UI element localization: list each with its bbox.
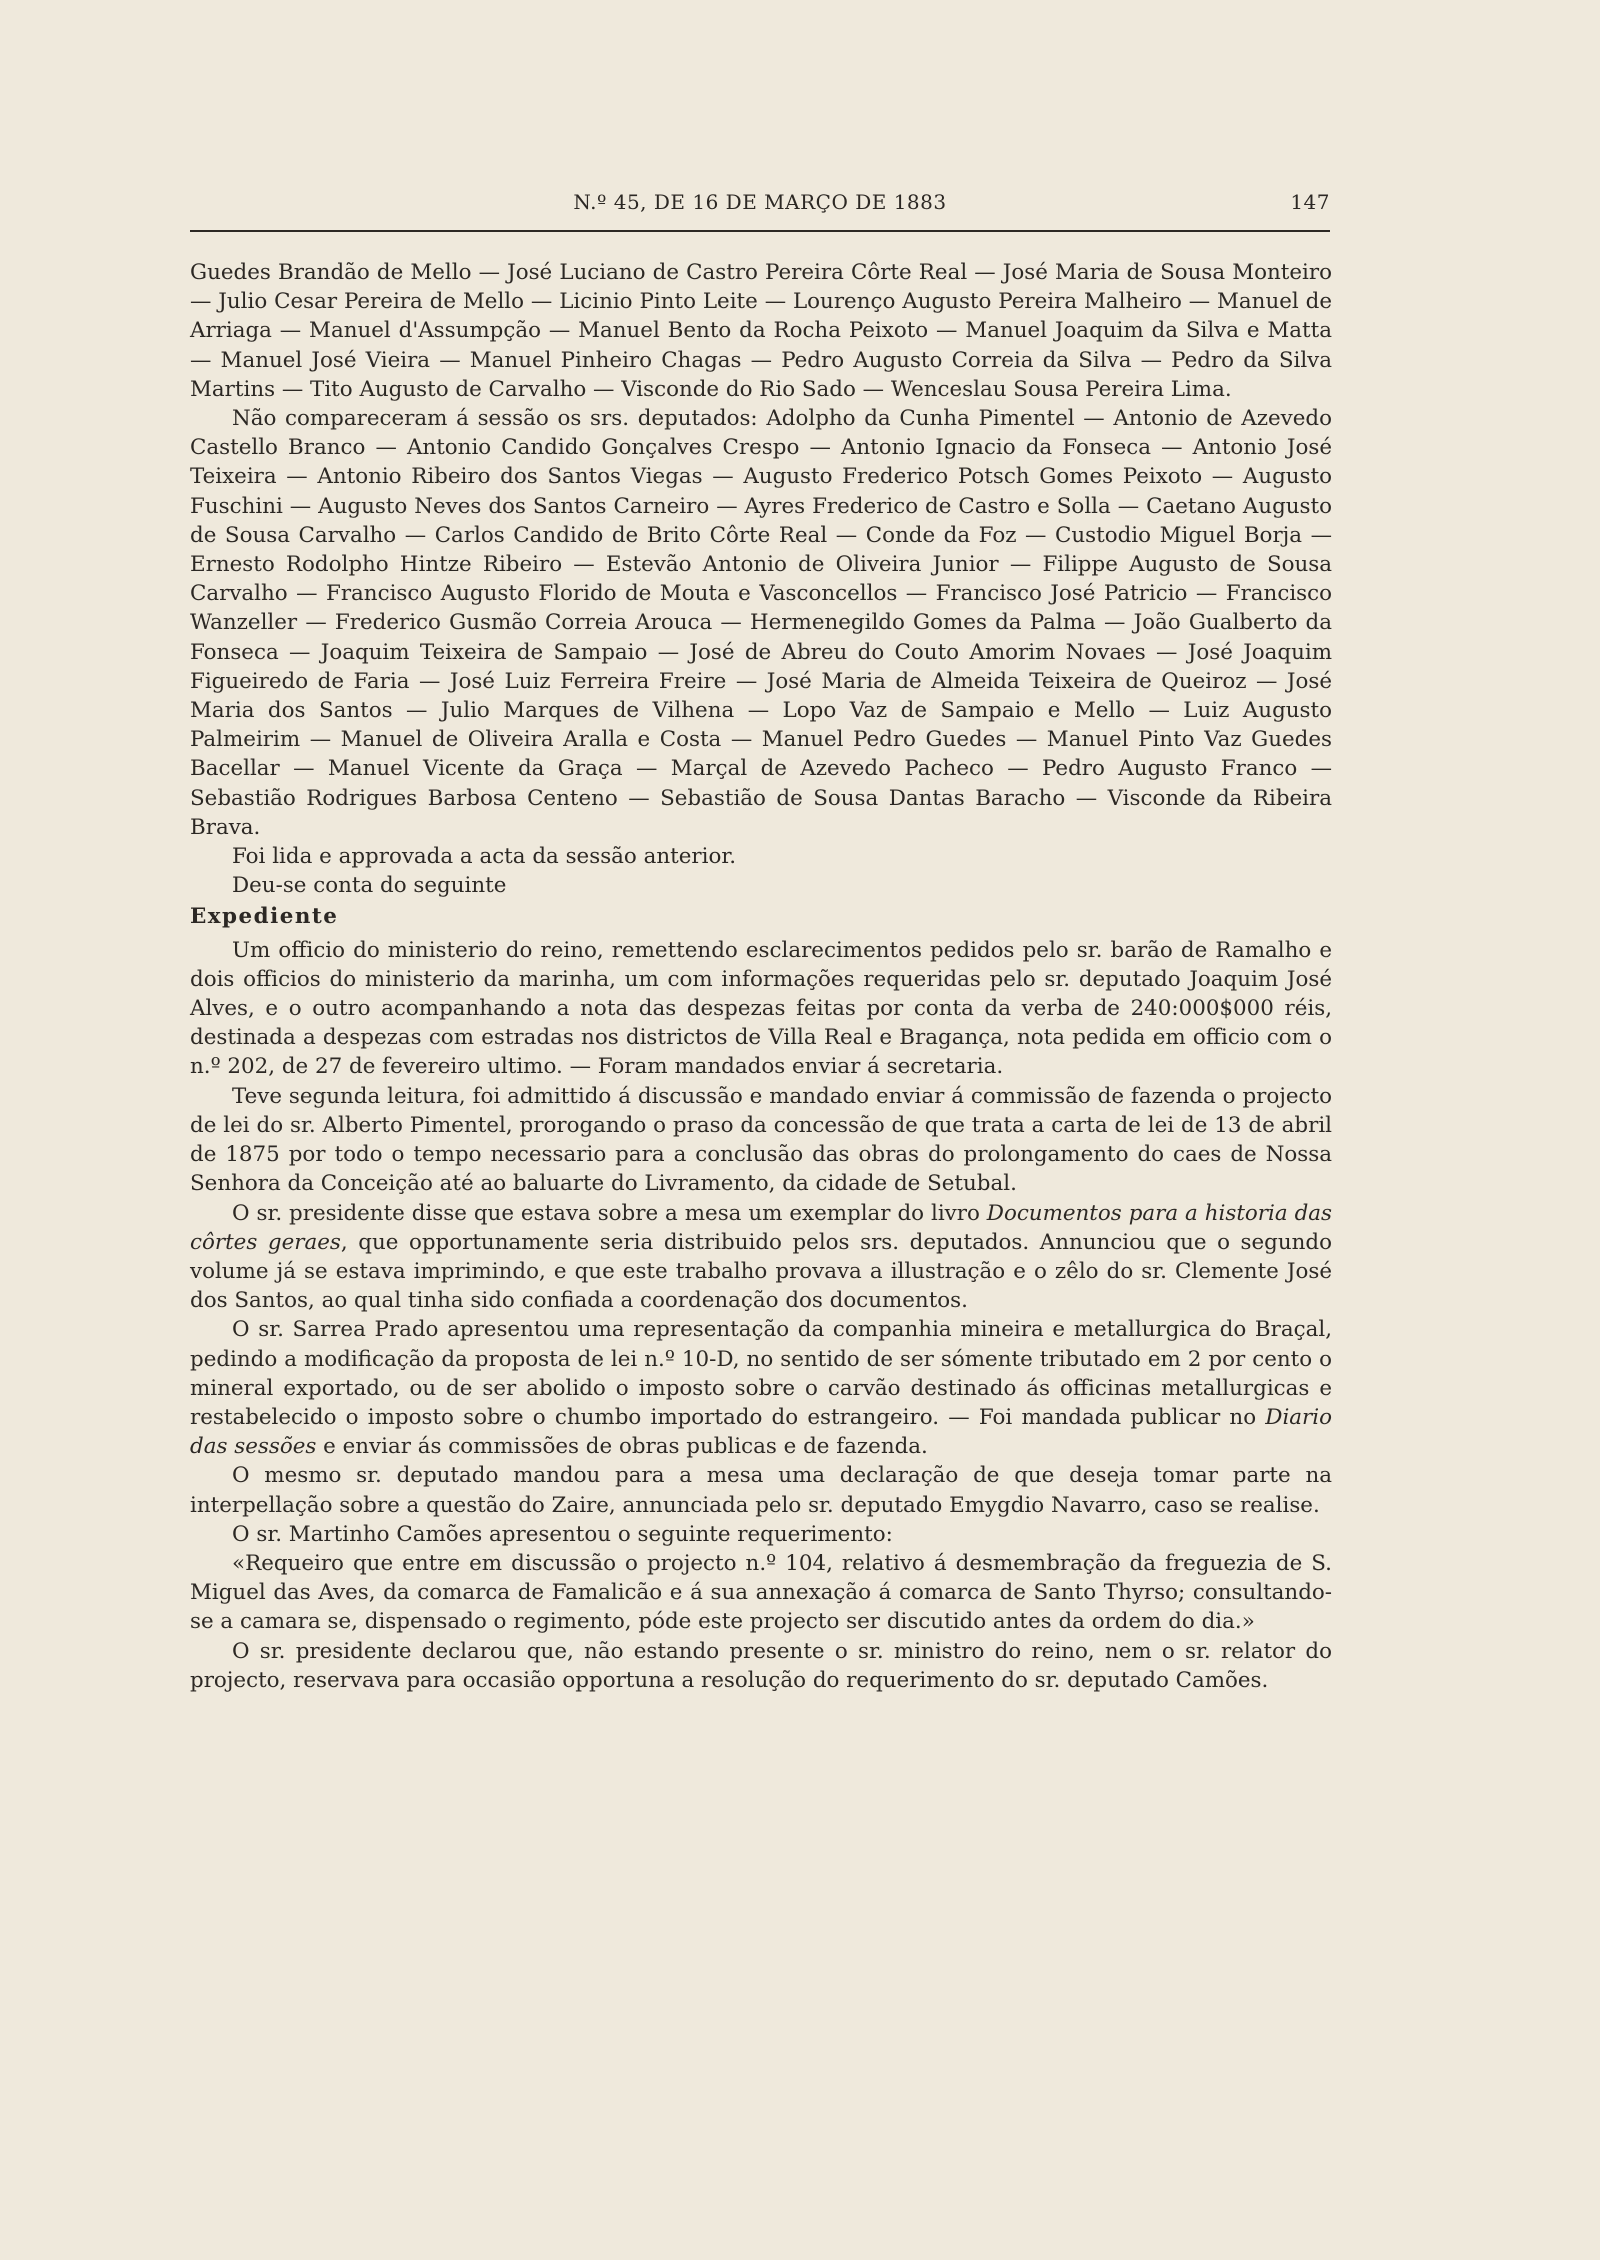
paragraph-attendance-list: Guedes Brandão de Mello — José Luciano de Castro Pereira Côrte Real — José Maria de Sousa Monteiro — Julio Cesar Pereira de Mello — Licinio Pinto Leite — Lourenço Augusto Pereira Malheiro — Manuel de Arriaga — Manuel d'Assumpção — Manuel Bento da Rocha Peixoto — Manuel Joaquim da Silva e Matta — Manuel José Vieira — Manuel Pinheiro Chagas — Pedro Augusto Correia da Silva — Pedro da Silva Martins — Tito Augusto de Carvalho — Visconde do Rio Sado — Wenceslau Sousa Pereira Lima. [190, 260, 1332, 402]
page-header [190, 190, 1330, 224]
section-heading: Expediente [190, 904, 339, 930]
paragraph-book-announcement [190, 1199, 1332, 1316]
paragraph-request-quote: «Requeiro que entre em discussão o projecto n.º 104, relativo á desmembração da freguezia de S. Miguel das Aves, da comarca de Famalicão e á sua annexação á comarca de Santo Thyrso; consultando-se a camara se, dispensado o regimento, póde este projecto ser discutido antes da ordem do dia.» [190, 1550, 1332, 1635]
issue-title: N.º 45, DE 16 DE MARÇO DE 1883 [573, 190, 947, 214]
book-title: Documentos para a historia das côrtes geraes [190, 1200, 1332, 1255]
paragraph-minutes: Foi lida e approvada a acta da sessão anterior. [232, 844, 737, 870]
paragraph-official-letters: Um officio do ministerio do reino, remettendo esclarecimentos pedidos pelo sr. barão de Ramalho e dois officios do ministerio da marinha, um com informações requeridas pelo sr. deputado Joaquim José Alves, e o outro acompanhando a nota das despezas feitas por conta da verba de 240:000$000 réis, destinada a despezas com estradas nos districtos de Villa Real e Bragança, nota pedida em officio com o n.º 202, de 27 de fevereiro ultimo. — Foram mandados enviar á secretaria. [190, 937, 1332, 1080]
text-run: e enviar ás commissões de obras publicas e de fazenda. [316, 1434, 928, 1460]
paragraph-intro: Deu-se conta do seguinte [232, 873, 507, 899]
header-rule [190, 230, 1330, 232]
paragraph-second-reading: Teve segunda leitura, foi admittido á discussão e mandado enviar á commissão de fazenda o projecto de lei do sr. Alberto Pimentel, prorogando o praso da concessão de que trata a carta de lei de 13 de abril de 1875 por todo o tempo necessario para a conclusão das obras do prolongamento do caes de Nossa Senhora da Conceição até ao baluarte do Livramento, da cidade de Setubal. [190, 1083, 1332, 1197]
text-run: , que opportunamente seria distribuido pelos srs. deputados. Annunciou que o segundo volume já se estava imprimindo, e que este trabalho provava a illustração e o zêlo do sr. Clemente José dos Santos, ao qual tinha sido confiada a coordenação dos documentos. [190, 1229, 1332, 1314]
paragraph-request-intro: O sr. Martinho Camões apresentou o seguinte requerimento: [232, 1521, 893, 1547]
document-body [190, 258, 1332, 1695]
paragraph-absentees: Não compareceram á sessão os srs. deputados: Adolpho da Cunha Pimentel — Antonio de Azevedo Castello Branco — Antonio Candido Gonçalves Crespo — Antonio Ignacio da Fonseca — Antonio José Teixeira — Antonio Ribeiro dos Santos Viegas — Augusto Frederico Potsch Gomes Peixoto — Augusto Fuschini — Augusto Neves dos Santos Carneiro — Ayres Frederico de Castro e Solla — Caetano Augusto de Sousa Carvalho — Carlos Candido de Brito Côrte Real — Conde da Foz — Custodio Miguel Borja — Ernesto Rodolpho Hintze Ribeiro — Estevão Antonio de Oliveira Junior — Filippe Augusto de Sousa Carvalho — Francisco Augusto Florido de Mouta e Vasconcellos — Francisco José Patricio — Francisco Wanzeller — Frederico Gusmão Correia Arouca — Hermenegildo Gomes da Palma — João Gualberto da Fonseca — Joaquim Teixeira de Sampaio — José de Abreu do Couto Amorim Novaes — José Joaquim Figueiredo de Faria — José Luiz Ferreira Freire — José Maria de Almeida Teixeira de Queiroz — José Maria dos Santos — Julio Marques de Vilhena — Lopo Vaz de Sampaio e Mello — Luiz Augusto Palmeirim — Manuel de Oliveira Aralla e Costa — Manuel Pedro Guedes — Manuel Pinto Vaz Guedes Bacellar — Manuel Vicente da Graça — Marçal de Azevedo Pacheco — Pedro Augusto Franco — Sebastião Rodrigues Barbosa Centeno — Sebastião de Sousa Dantas Baracho — Visconde da Ribeira Brava. [190, 406, 1332, 840]
paragraph-declaration: O mesmo sr. deputado mandou para a mesa uma declaração de que deseja tomar parte na interpellação sobre a questão do Zaire, annunciada pelo sr. deputado Emygdio Navarro, caso se realise. [190, 1463, 1332, 1518]
page-number: 147 [1290, 190, 1330, 214]
text-run: O sr. Sarrea Prado apresentou uma representação da companhia mineira e metallurgica do Braçal, pedindo a modificação da proposta de lei n.º 10-D, no sentido de ser sómente tributado em 2 por cento o mineral exportado, ou de ser abolido o imposto sobre o carvão destinado ás officinas metallurgicas e restabelecido o imposto sobre o chumbo importado do estrangeiro. — Foi mandada publicar no [190, 1317, 1332, 1430]
publication-title: Diario das sessões [190, 1404, 1332, 1460]
paragraph-representation [190, 1315, 1332, 1461]
paragraph-president-decision: O sr. presidente declarou que, não estando presente o sr. ministro do reino, nem o sr. relator do projecto, reservava para occasião opportuna a resolução do requerimento do sr. deputado Camões. [190, 1638, 1332, 1693]
text-run: O sr. presidente disse que estava sobre a mesa um exemplar do livro [232, 1200, 987, 1226]
